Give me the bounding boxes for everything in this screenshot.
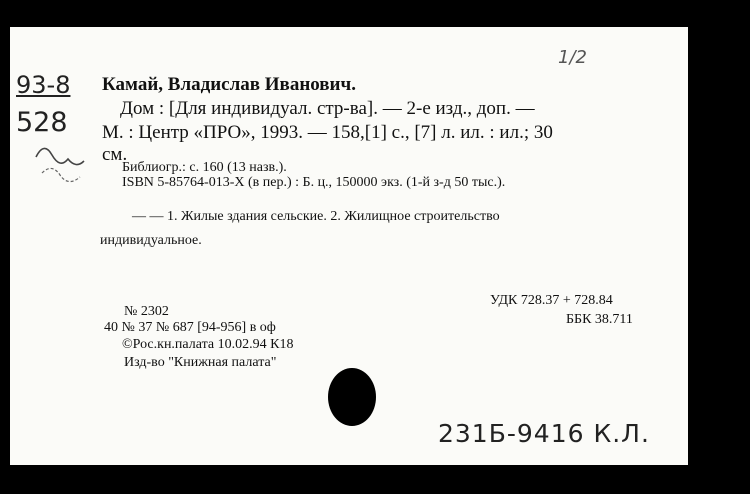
author-heading: Камай, Владислав Иванович. bbox=[102, 74, 356, 95]
publication-line: М. : Центр «ПРО», 1993. — 158,[1] с., [7] л. ил. : ил.; 30 bbox=[102, 122, 553, 143]
pencil-scribble bbox=[32, 139, 92, 185]
udk-code: УДК 728.37 + 728.84 bbox=[490, 293, 613, 308]
catalog-card bbox=[10, 27, 688, 465]
subject-line-1: — — 1. Жилые здания сельские. 2. Жилищное строительство bbox=[132, 209, 500, 224]
ink-blot bbox=[328, 368, 376, 426]
handwritten-marks: 1/2 bbox=[558, 47, 587, 68]
registry-line-3: ©Рос.кн.палата 10.02.94 К18 bbox=[122, 337, 294, 352]
size-line: см. bbox=[102, 144, 128, 165]
registry-line-2: 40 № 37 № 687 [94-956] в оф bbox=[104, 320, 276, 335]
handwritten-shelf-bottom: 528 bbox=[16, 107, 68, 138]
registry-number: № 2302 bbox=[124, 304, 169, 319]
bibliography-note: Библиогр.: с. 160 (13 назв.). bbox=[122, 160, 287, 175]
subject-line-2: индивидуальное. bbox=[100, 233, 202, 248]
handwritten-bottom-right: 231Б-9416 К.Л. bbox=[438, 419, 650, 448]
bbk-code: ББК 38.711 bbox=[566, 312, 633, 327]
isbn-line: ISBN 5-85764-013-X (в пер.) : Б. ц., 150000 экз. (1-й з-д 50 тыс.). bbox=[122, 175, 506, 190]
publisher-line: Изд-во "Книжная палата" bbox=[124, 355, 277, 370]
handwritten-shelf-top: 93-8 bbox=[16, 71, 71, 99]
title-statement: Дом : [Для индивидуал. стр-ва]. — 2-е изд., доп. — bbox=[120, 98, 535, 119]
